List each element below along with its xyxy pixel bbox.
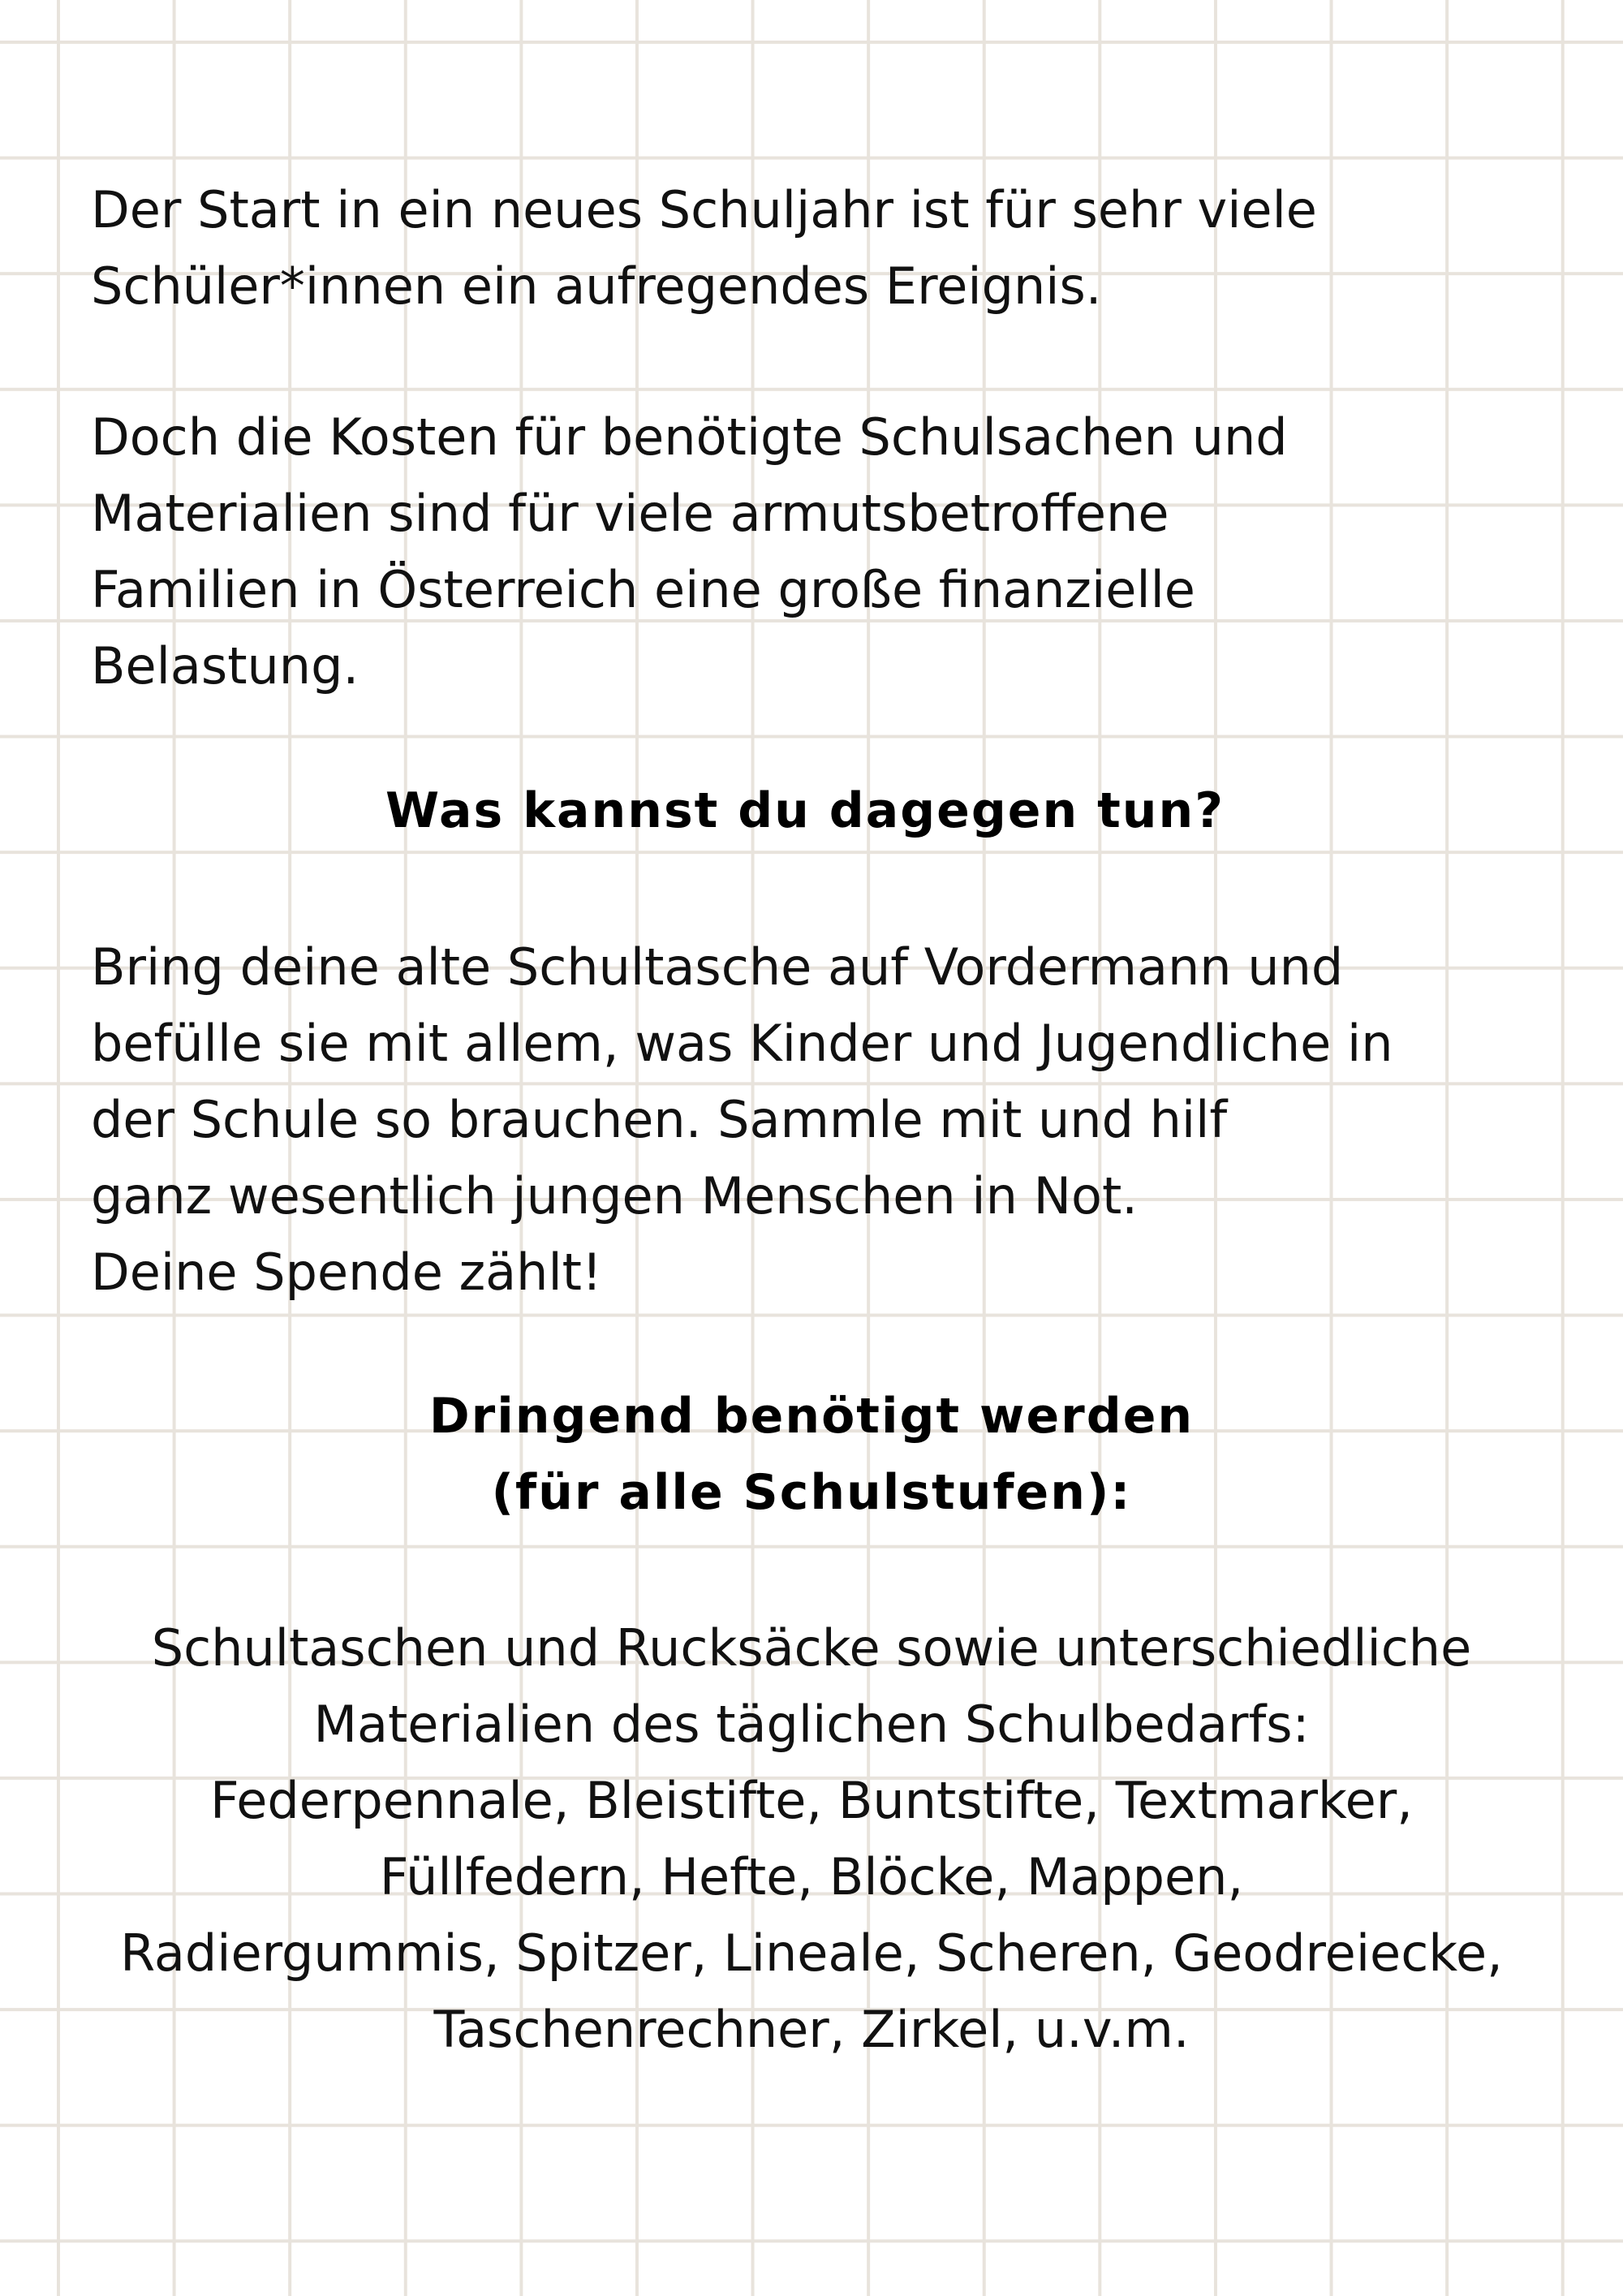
cta-line: Deine Spende zählt! <box>91 1243 602 1302</box>
cta-line: ganz wesentlich jungen Menschen in Not. <box>91 1166 1138 1226</box>
needed-heading <box>0 1378 1623 1531</box>
needed-items-line: Federpennale, Bleistifte, Buntstifte, Textmarker, <box>209 1771 1414 1830</box>
needed-items-line: Füllfedern, Hefte, Blöcke, Mappen, <box>379 1847 1244 1906</box>
costs-line: Doch die Kosten für benötigte Schulsachen und <box>91 407 1288 467</box>
intro-paragraph <box>91 172 1568 325</box>
needed-items-line: Radiergummis, Spitzer, Lineale, Scheren, Geodreiecke, <box>120 1923 1503 1983</box>
costs-paragraph <box>91 399 1568 704</box>
costs-line: Materialien sind für viele armutsbetroffene <box>91 484 1169 543</box>
cta-line: der Schule so brauchen. Sammle mit und hilf <box>91 1090 1228 1149</box>
cta-line: Bring deine alte Schultasche auf Vordermann und <box>91 937 1344 997</box>
question-heading <box>0 773 1617 849</box>
costs-line: Familien in Österreich eine große finanzielle <box>91 560 1195 619</box>
needed-items-line: Materialien des täglichen Schulbedarfs: <box>313 1695 1310 1754</box>
question-heading-text: Was kannst du dagegen tun? <box>385 782 1225 839</box>
intro-line: Der Start in ein neues Schuljahr ist für sehr viele <box>91 180 1317 239</box>
needed-items-line: Taschenrechner, Zirkel, u.v.m. <box>433 2000 1190 2059</box>
needed-heading-line: (für alle Schulstufen): <box>491 1464 1132 1521</box>
needed-items-list <box>0 1610 1623 2068</box>
needed-items-line: Schultaschen und Rucksäcke sowie unterschiedliche <box>151 1618 1472 1678</box>
call-to-action-paragraph <box>91 929 1568 1311</box>
needed-heading-line: Dringend benötigt werden <box>428 1388 1195 1445</box>
cta-line: befülle sie mit allem, was Kinder und Jugendliche in <box>91 1014 1393 1073</box>
intro-line: Schüler*innen ein aufregendes Ereignis. <box>91 256 1102 316</box>
costs-line: Belastung. <box>91 636 359 696</box>
